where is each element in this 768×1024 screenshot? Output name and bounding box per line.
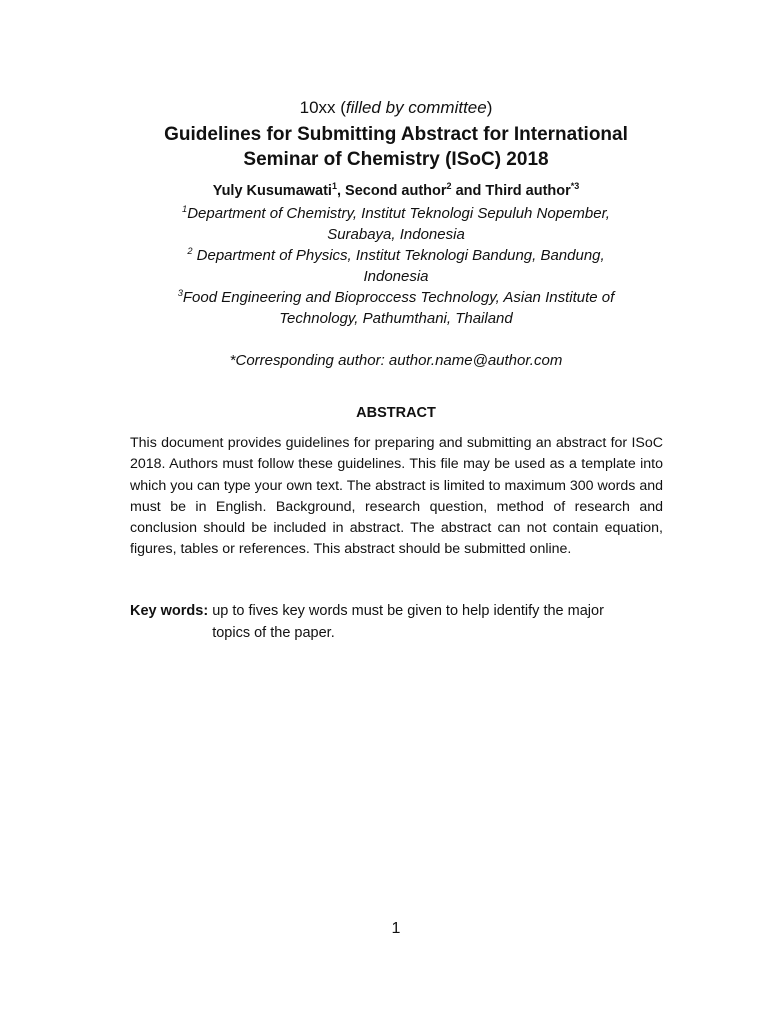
affiliation-3-line-1 <box>120 287 672 308</box>
abstract-heading: ABSTRACT <box>356 405 436 421</box>
affiliation-2-line-2: Indonesia <box>363 268 429 285</box>
affiliation-1-marker: 1 <box>182 204 188 214</box>
author-3: Third author <box>485 183 571 199</box>
affiliation-1-line-2: Surabaya, Indonesia <box>327 226 465 243</box>
author-1-affil-marker: 1 <box>331 181 337 192</box>
title-line-2: Seminar of Chemistry (ISoC) 2018 <box>243 149 549 170</box>
author-2-affil-marker: 2 <box>446 181 452 192</box>
keywords-label: Key words: <box>130 603 209 619</box>
corresponding-author: *Corresponding author: author.name@author.com <box>229 352 563 369</box>
affiliation-1-line-1 <box>120 203 672 224</box>
affiliation-3-marker: 3 <box>177 288 183 298</box>
author-3-affil-marker: *3 <box>570 181 580 192</box>
affiliation-3 <box>120 287 672 329</box>
affiliation-1 <box>120 203 672 245</box>
page-number: 1 <box>391 920 401 937</box>
author-2: Second author <box>345 183 447 199</box>
affiliation-3-line-2: Technology, Pathumthani, Thailand <box>279 310 513 327</box>
affiliation-1-text-1: Department of Chemistry, Institut Teknologi Sepuluh Nopember, <box>187 205 610 222</box>
affiliation-2-marker: 2 <box>187 246 193 256</box>
paper-code-paren-open: ( <box>335 98 346 117</box>
paper-code-line <box>120 97 672 119</box>
affiliation-3-text-1: Food Engineering and Bioproccess Technology, Asian Institute of <box>182 289 615 306</box>
author-separator-2: and <box>451 183 486 199</box>
paper-title <box>120 122 672 172</box>
keywords-text: up to fives key words must be given to help identify the major topics of the paper. <box>212 603 604 641</box>
paper-code: 10xx <box>299 98 336 117</box>
keywords-block <box>130 600 663 644</box>
paper-code-paren-close: ) <box>486 98 493 117</box>
paper-code-note: filled by committee <box>345 98 487 117</box>
affiliation-2 <box>120 245 672 287</box>
author-separator-1: , <box>336 183 346 199</box>
abstract-body: This document provides guidelines for preparing and submitting an abstract for ISoC 2018. Authors must follow these guidelines. This file may be used as a template into which you can type your own text. The abstract is limited to maximum 300 words and must be in English. Background, research question, method of research and conclusion should be included in abstract. The abstract can not contain equation, figures, tables or references. This abstract should be submitted online. <box>130 435 663 558</box>
affiliation-2-text-1: Department of Physics, Institut Teknologi Bandung, Bandung, <box>192 247 605 264</box>
author-1: Yuly Kusumawati <box>212 183 332 199</box>
affiliation-2-line-1 <box>120 245 672 266</box>
author-list <box>120 181 672 201</box>
title-line-1: Guidelines for Submitting Abstract for International <box>164 124 628 145</box>
